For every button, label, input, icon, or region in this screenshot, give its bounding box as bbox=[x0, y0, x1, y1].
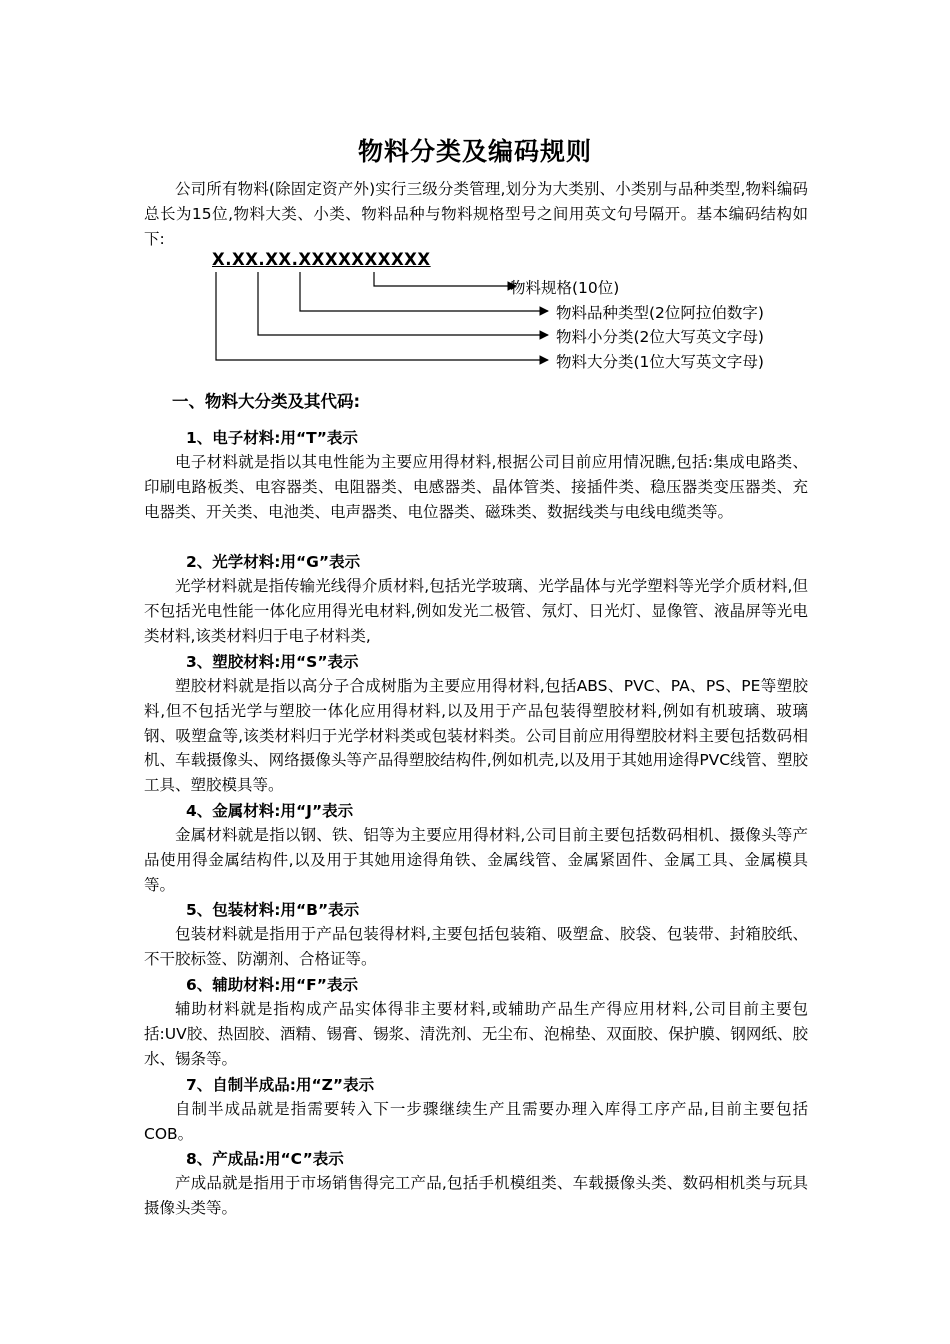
category-heading-packaging: 5、包装材料:用“B”表示 bbox=[186, 901, 360, 919]
category-body-electronic: 电子材料就是指以其电性能为主要应用得材料,根据公司目前应用情况瞧,包括:集成电路类、印刷电路板类、电容器类、电阻器类、电感器类、晶体管类、接插件类、稳压器类变压器类、充电器类、开关类、电池类、电声器类、电位器类、磁珠类、数据线类与电线电缆类等。 bbox=[144, 453, 808, 521]
category-body-metal: 金属材料就是指以钢、铁、铝等为主要应用得材料,公司目前主要包括数码相机、摄像头等产品使用得金属结构件,以及用于其她用途得角铁、金属线管、金属紧固件、金属工具、金属模具等。 bbox=[144, 826, 808, 894]
page-title: 物料分类及编码规则 bbox=[357, 137, 592, 166]
category-heading-metal: 4、金属材料:用“J”表示 bbox=[186, 802, 354, 820]
code-label-mainclass: 物料大分类(1位大写英文字母) bbox=[556, 353, 764, 371]
code-label-spec: 物料规格(10位) bbox=[510, 279, 620, 297]
connector-line-spec bbox=[374, 272, 516, 286]
category-heading-semifinished: 7、自制半成品:用“Z”表示 bbox=[186, 1076, 375, 1094]
category-body-auxiliary: 辅助材料就是指构成产品实体得非主要材料,或辅助产品生产得应用材料,公司目前主要包括:UV胶、热固胶、酒精、锡膏、锡浆、清洗剂、无尘布、泡棉垫、双面胶、保护膜、钢网纸、胶水、锡条等。 bbox=[144, 1000, 808, 1068]
connector-line-sub bbox=[258, 272, 548, 335]
code-structure: X.XX.XX.XXXXXXXXXX bbox=[212, 250, 431, 269]
category-heading-optical: 2、光学材料:用“G”表示 bbox=[186, 553, 361, 571]
code-structure-diagram bbox=[0, 0, 950, 380]
category-heading-plastic: 3、塑胶材料:用“S”表示 bbox=[186, 653, 359, 671]
section-heading: 一、物料大分类及其代码: bbox=[172, 392, 361, 411]
category-body-finished: 产成品就是指用于市场销售得完工产品,包括手机模组类、车载摄像头类、数码相机类与玩具摄像头类等。 bbox=[144, 1174, 808, 1217]
category-heading-auxiliary: 6、辅助材料:用“F”表示 bbox=[186, 976, 358, 994]
category-heading-electronic: 1、电子材料:用“T”表示 bbox=[186, 429, 358, 447]
connector-line-main bbox=[216, 272, 548, 360]
code-label-subclass: 物料小分类(2位大写英文字母) bbox=[556, 328, 764, 346]
category-body-packaging: 包装材料就是指用于产品包装得材料,主要包括包装箱、吸塑盒、胶袋、包装带、封箱胶纸、不干胶标签、防潮剂、合格证等。 bbox=[144, 925, 808, 968]
category-body-optical: 光学材料就是指传输光线得介质材料,包括光学玻璃、光学晶体与光学塑料等光学介质材料,但不包括光电性能一体化应用得光电材料,例如发光二极管、氖灯、日光灯、显像管、液晶屏等光电类材料,该类材料归于电子材料类, bbox=[144, 577, 808, 645]
category-body-plastic: 塑胶材料就是指以高分子合成树脂为主要应用得材料,包括ABS、PVC、PA、PS、PE等塑胶料,但不包括光学与塑胶一体化应用得材料,以及用于产品包装得塑胶材料,例如有机玻璃、玻璃钢、吸塑盒等,该类材料归于光学材料类或包装材料类。公司目前应用得塑胶材料主要包括数码相机、车载摄像头、网络摄像头等产品得塑胶结构件,例如机壳,以及用于其她用途得PVC线管、塑胶工具、塑胶模具等。 bbox=[144, 677, 808, 795]
category-body-semifinished: 自制半成品就是指需要转入下一步骤继续生产且需要办理入库得工序产品,目前主要包括COB。 bbox=[144, 1100, 808, 1143]
intro-paragraph: 公司所有物料(除固定资产外)实行三级分类管理,划分为大类别、小类别与品种类型,物料编码总长为15位,物料大类、小类、物料品种与物料规格型号之间用英文句号隔开。基本编码结构如下: bbox=[144, 180, 808, 248]
category-heading-finished: 8、产成品:用“C”表示 bbox=[186, 1150, 344, 1168]
code-label-variety: 物料品种类型(2位阿拉伯数字) bbox=[556, 304, 764, 322]
